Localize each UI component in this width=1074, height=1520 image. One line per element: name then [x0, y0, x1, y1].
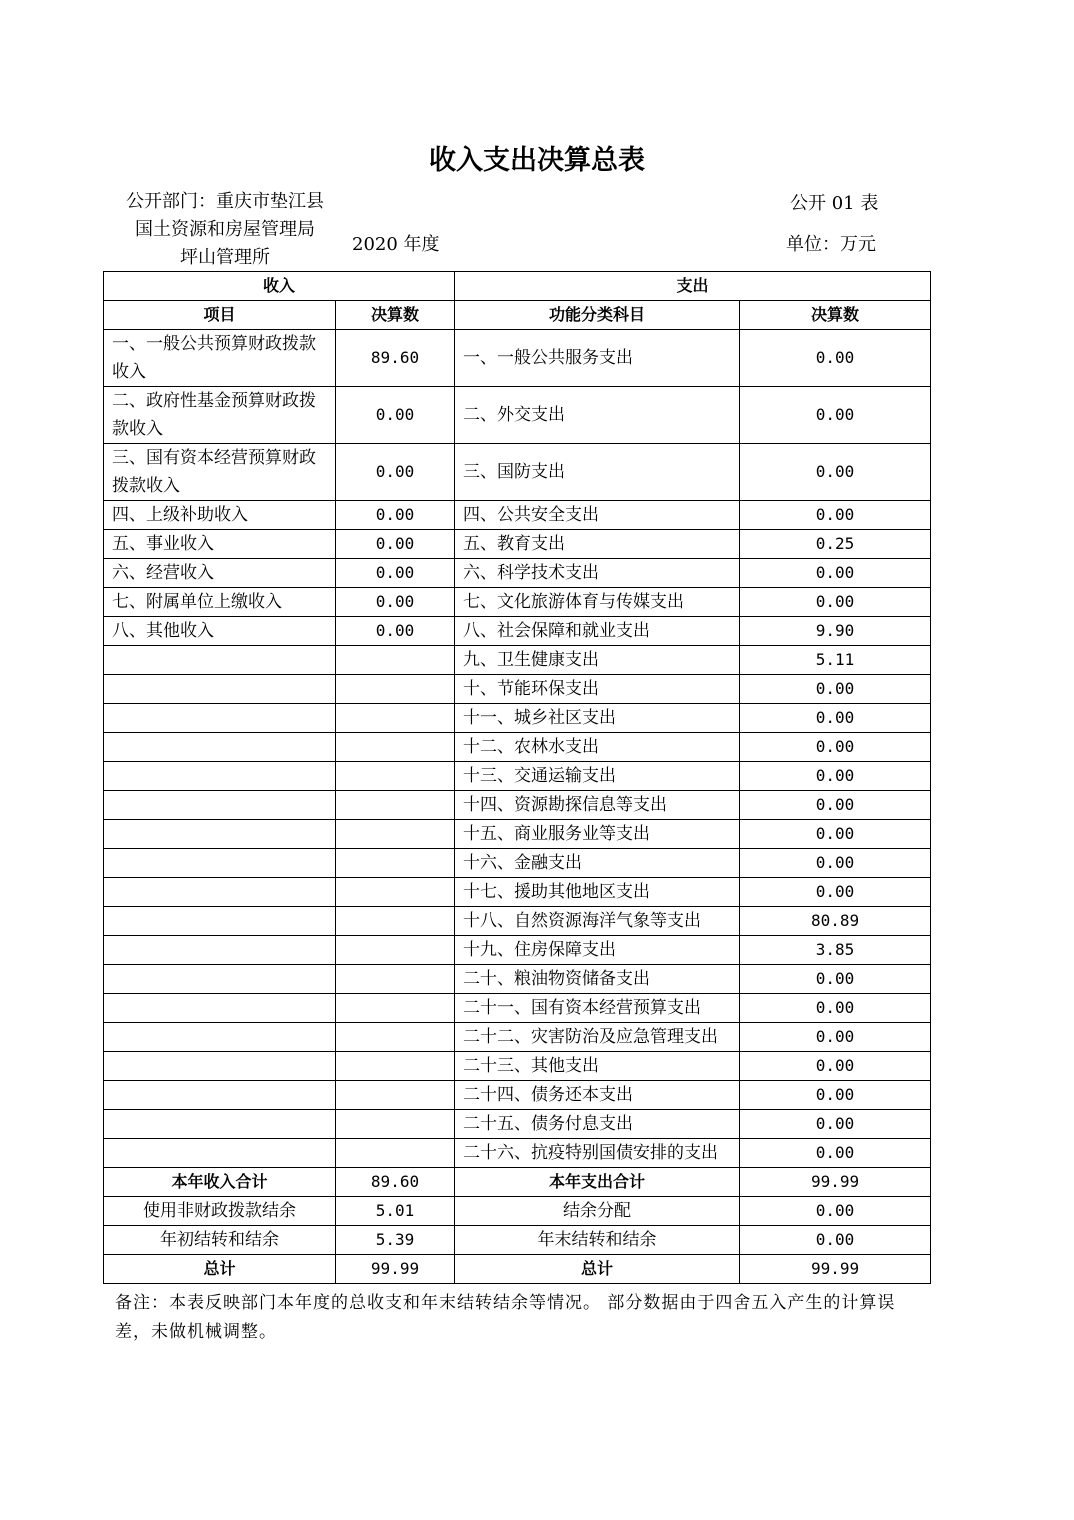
- summary-expense-label: 本年支出合计: [455, 1168, 740, 1197]
- expense-item: 三、国防支出: [455, 444, 740, 501]
- income-item: [104, 994, 336, 1023]
- income-item: [104, 646, 336, 675]
- income-amount: [336, 849, 455, 878]
- expense-item: 十、节能环保支出: [455, 675, 740, 704]
- expense-amount: 0.00: [740, 1081, 931, 1110]
- table-row: [104, 907, 931, 936]
- expense-item: 五、教育支出: [455, 530, 740, 559]
- income-amount: [336, 820, 455, 849]
- expense-section-header: 支出: [455, 272, 931, 301]
- expense-amount: 0.00: [740, 1139, 931, 1168]
- income-amount: 0.00: [336, 588, 455, 617]
- summary-row: [104, 1255, 931, 1284]
- expense-item: 十八、自然资源海洋气象等支出: [455, 907, 740, 936]
- income-amount: [336, 965, 455, 994]
- table-row: [104, 1052, 931, 1081]
- summary-row: [104, 1168, 931, 1197]
- income-amount: [336, 1052, 455, 1081]
- summary-income-amount: 89.60: [336, 1168, 455, 1197]
- expense-amount: 0.00: [740, 444, 931, 501]
- summary-row: [104, 1197, 931, 1226]
- income-item: 四、上级补助收入: [104, 501, 336, 530]
- expense-amount: 0.00: [740, 878, 931, 907]
- table-row: [104, 559, 931, 588]
- expense-item: 七、文化旅游体育与传媒支出: [455, 588, 740, 617]
- table-row: [104, 820, 931, 849]
- expense-item: 九、卫生健康支出: [455, 646, 740, 675]
- col-header-amount-2: 决算数: [740, 301, 931, 330]
- income-amount: [336, 878, 455, 907]
- budget-table: [103, 271, 931, 1284]
- expense-item: 十五、商业服务业等支出: [455, 820, 740, 849]
- summary-row: [104, 1226, 931, 1255]
- income-amount: 0.00: [336, 530, 455, 559]
- table-row: [104, 1081, 931, 1110]
- expense-amount: 0.00: [740, 849, 931, 878]
- table-row: [104, 733, 931, 762]
- expense-item: 二十、粮油物资储备支出: [455, 965, 740, 994]
- table-row: [104, 936, 931, 965]
- expense-amount: 3.85: [740, 936, 931, 965]
- income-amount: [336, 762, 455, 791]
- income-amount: 0.00: [336, 559, 455, 588]
- income-amount: [336, 1139, 455, 1168]
- expense-item: 二十一、国有资本经营预算支出: [455, 994, 740, 1023]
- summary-income-label: 年初结转和结余: [104, 1226, 336, 1255]
- expense-amount: 0.00: [740, 675, 931, 704]
- income-item: 八、其他收入: [104, 617, 336, 646]
- table-row: [104, 878, 931, 907]
- expense-amount: 0.00: [740, 704, 931, 733]
- income-item: [104, 791, 336, 820]
- expense-amount: 80.89: [740, 907, 931, 936]
- income-item: [104, 1139, 336, 1168]
- table-row: [104, 704, 931, 733]
- income-item: 一、一般公共预算财政拨款收入: [104, 330, 336, 387]
- income-amount: [336, 704, 455, 733]
- income-amount: [336, 936, 455, 965]
- table-row: [104, 330, 931, 387]
- summary-income-amount: 5.01: [336, 1197, 455, 1226]
- table-row: [104, 675, 931, 704]
- income-item: [104, 936, 336, 965]
- table-row: [104, 444, 931, 501]
- column-header-row: [104, 301, 931, 330]
- table-row: [104, 762, 931, 791]
- expense-amount: 5.11: [740, 646, 931, 675]
- summary-income-amount: 5.39: [336, 1226, 455, 1255]
- expense-amount: 0.00: [740, 559, 931, 588]
- expense-item: 十一、城乡社区支出: [455, 704, 740, 733]
- section-header-row: [104, 272, 931, 301]
- income-amount: 89.60: [336, 330, 455, 387]
- expense-amount: 0.00: [740, 1110, 931, 1139]
- income-amount: [336, 733, 455, 762]
- income-item: [104, 675, 336, 704]
- expense-item: 十四、资源勘探信息等支出: [455, 791, 740, 820]
- income-item: [104, 907, 336, 936]
- summary-income-amount: 99.99: [336, 1255, 455, 1284]
- table-row: [104, 617, 931, 646]
- table-row: [104, 387, 931, 444]
- expense-item: 十六、金融支出: [455, 849, 740, 878]
- expense-amount: 0.00: [740, 791, 931, 820]
- table-row: [104, 588, 931, 617]
- expense-item: 二十六、抗疫特别国债安排的支出: [455, 1139, 740, 1168]
- expense-item: 一、一般公共服务支出: [455, 330, 740, 387]
- income-item: 三、国有资本经营预算财政拨款收入: [104, 444, 336, 501]
- expense-amount: 0.00: [740, 501, 931, 530]
- income-item: 七、附属单位上缴收入: [104, 588, 336, 617]
- expense-amount: 0.00: [740, 1052, 931, 1081]
- income-amount: [336, 675, 455, 704]
- col-header-item: 项目: [104, 301, 336, 330]
- expense-item: 二十五、债务付息支出: [455, 1110, 740, 1139]
- summary-expense-amount: 99.99: [740, 1255, 931, 1284]
- income-item: 六、经营收入: [104, 559, 336, 588]
- expense-item: 十九、住房保障支出: [455, 936, 740, 965]
- page-title: 收入支出决算总表: [429, 145, 645, 176]
- unit-label: 单位：万元: [786, 234, 876, 255]
- table-row: [104, 994, 931, 1023]
- income-amount: [336, 1081, 455, 1110]
- table-row: [104, 849, 931, 878]
- income-item: [104, 1081, 336, 1110]
- summary-expense-amount: 0.00: [740, 1226, 931, 1255]
- table-row: [104, 1139, 931, 1168]
- footnote: 备注：本表反映部门本年度的总收支和年末结转结余等情况。 部分数据由于四舍五入产生的计算误差，未做机械调整。: [115, 1293, 896, 1342]
- expense-item: 十三、交通运输支出: [455, 762, 740, 791]
- expense-amount: 0.00: [740, 387, 931, 444]
- income-section-header: 收入: [104, 272, 455, 301]
- summary-income-label: 使用非财政拨款结余: [104, 1197, 336, 1226]
- form-number: 公开 01 表: [790, 193, 879, 214]
- col-header-function: 功能分类科目: [455, 301, 740, 330]
- table-row: [104, 1023, 931, 1052]
- income-item: [104, 820, 336, 849]
- table-row: [104, 501, 931, 530]
- income-item: [104, 1052, 336, 1081]
- income-item: [104, 1023, 336, 1052]
- expense-item: 六、科学技术支出: [455, 559, 740, 588]
- expense-amount: 0.25: [740, 530, 931, 559]
- income-item: [104, 878, 336, 907]
- expense-amount: 0.00: [740, 733, 931, 762]
- summary-income-label: 总计: [104, 1255, 336, 1284]
- summary-expense-label: 结余分配: [455, 1197, 740, 1226]
- summary-expense-label: 总计: [455, 1255, 740, 1284]
- income-amount: 0.00: [336, 387, 455, 444]
- expense-amount: 0.00: [740, 1023, 931, 1052]
- col-header-amount: 决算数: [336, 301, 455, 330]
- income-item: [104, 965, 336, 994]
- income-amount: 0.00: [336, 617, 455, 646]
- income-amount: 0.00: [336, 501, 455, 530]
- table-row: [104, 1110, 931, 1139]
- table-row: [104, 530, 931, 559]
- income-item: [104, 1110, 336, 1139]
- table-row: [104, 646, 931, 675]
- expense-item: 十二、农林水支出: [455, 733, 740, 762]
- expense-amount: 0.00: [740, 820, 931, 849]
- summary-expense-amount: 0.00: [740, 1197, 931, 1226]
- expense-item: 四、公共安全支出: [455, 501, 740, 530]
- summary-income-label: 本年收入合计: [104, 1168, 336, 1197]
- expense-amount: 0.00: [740, 762, 931, 791]
- income-item: [104, 733, 336, 762]
- department-line-1: 公开部门：重庆市垫江县: [126, 191, 324, 212]
- expense-amount: 0.00: [740, 994, 931, 1023]
- expense-item: 二十二、灾害防治及应急管理支出: [455, 1023, 740, 1052]
- table-row: [104, 965, 931, 994]
- fiscal-year: 2020 年度: [352, 234, 440, 255]
- summary-expense-amount: 99.99: [740, 1168, 931, 1197]
- income-amount: [336, 907, 455, 936]
- income-item: [104, 704, 336, 733]
- income-amount: [336, 1023, 455, 1052]
- department-name: [112, 188, 338, 272]
- income-item: 五、事业收入: [104, 530, 336, 559]
- income-amount: [336, 1110, 455, 1139]
- table-row: [104, 791, 931, 820]
- expense-item: 二十四、债务还本支出: [455, 1081, 740, 1110]
- income-item: [104, 849, 336, 878]
- expense-item: 二、外交支出: [455, 387, 740, 444]
- income-amount: [336, 994, 455, 1023]
- expense-amount: 0.00: [740, 330, 931, 387]
- income-amount: [336, 646, 455, 675]
- expense-item: 八、社会保障和就业支出: [455, 617, 740, 646]
- income-amount: [336, 791, 455, 820]
- department-line-2: 国土资源和房屋管理局: [135, 219, 315, 240]
- income-item: [104, 762, 336, 791]
- expense-amount: 9.90: [740, 617, 931, 646]
- expense-item: 十七、援助其他地区支出: [455, 878, 740, 907]
- income-item: 二、政府性基金预算财政拨款收入: [104, 387, 336, 444]
- summary-expense-label: 年末结转和结余: [455, 1226, 740, 1255]
- expense-amount: 0.00: [740, 588, 931, 617]
- expense-item: 二十三、其他支出: [455, 1052, 740, 1081]
- income-amount: 0.00: [336, 444, 455, 501]
- department-line-3: 坪山管理所: [180, 247, 270, 268]
- expense-amount: 0.00: [740, 965, 931, 994]
